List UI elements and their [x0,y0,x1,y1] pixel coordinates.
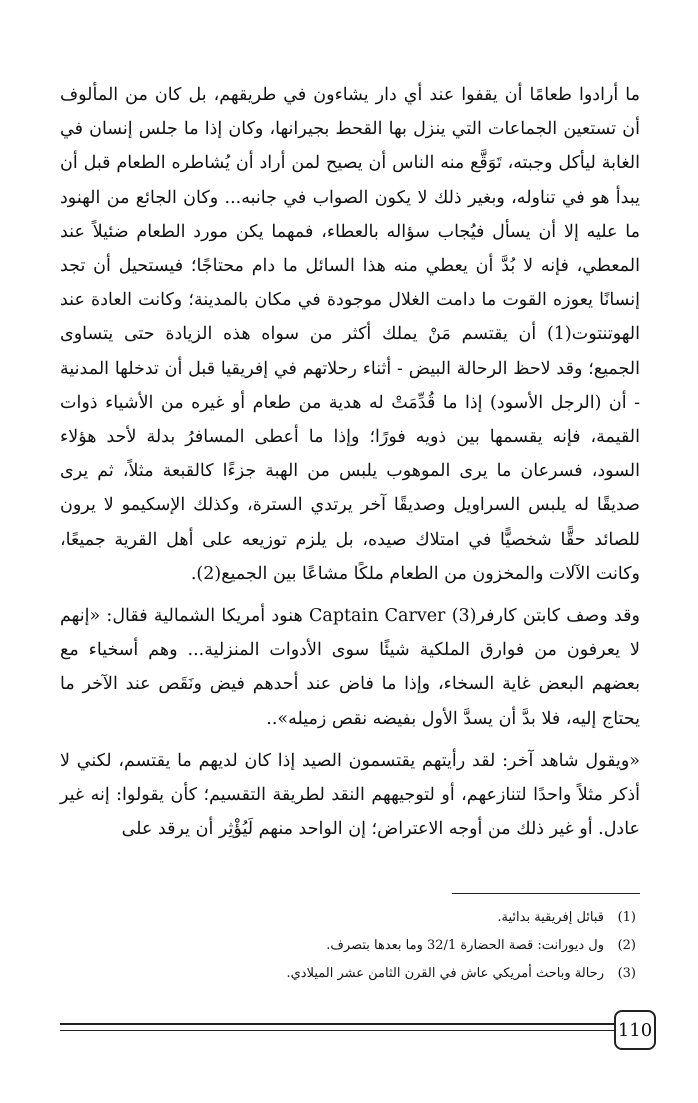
footnote-number: (1) [617,910,636,925]
footnotes [60,904,640,988]
footnote-separator [452,893,640,894]
footnote-text: ول ديورانت: قصة الحضارة 32/1 وما بعدها بتصرف. [326,938,604,953]
page-bottom-rule [60,1023,616,1025]
footnote-text: رحالة وباحث أمريكي عاش في القرن الثامن عشر الميلادي. [286,966,604,981]
page-number: 110 [614,1010,656,1050]
footnote-1 [60,904,640,932]
footnote-text: قبائل إفريقية بدائية. [497,910,604,925]
footnote-number: (2) [617,938,636,953]
footnote-2 [60,932,640,960]
footnote-3 [60,960,640,988]
paragraph-1: ما أرادوا طعامًا أن يقفوا عند أي دار يشاءون في طريقهم، بل كان من المألوف أن تستعين الجماعات التي ينزل بها القحط بجيرانها، وكان إذا ما جلس إنسان في الغابة ليأكل وجبته، تَوَقَّع منه الناس أن يصيح لمن أراد أن يُشاطره الطعام قبل أن يبدأ هو في تناوله، وبغير ذلك لا يكون الصواب في جانبه... وكان الجائع من الهنود ما عليه إلا أن يسأل فيُجاب سؤاله بالعطاء، فمهما يكن مورد الطعام ضئيلاً عند المعطي، فإنه لا بُدَّ أن يعطي منه هذا السائل ما دام محتاجًا؛ فيستحيل أن تجد إنسانًا يعوزه القوت ما دامت الغلال موجودة في مكان بالمدينة؛ وكانت العادة عند الهوتنتوت(1) أن يقتسم مَنْ يملك أكثر من سواه هذه الزيادة حتى يتساوى الجميع؛ وقد لاحظ الرحالة البيض - أثناء رحلاتهم في إفريقيا قبل أن تدخلها المدنية - أن (الرجل الأسود) إذا ما قُدِّمَتْ له هدية من طعام أو غيره من الأشياء ذوات القيمة، فإنه يقسمها بين ذويه فورًا؛ وإذا ما أعطى المسافرُ بدلة لأحد هؤلاء السود، فسرعان ما يرى الموهوب يلبس من الهبة جزءًا كالقبعة مثلاً، ثم يرى صديقًا له يلبس السراويل وصديقًا آخر يرتدي السترة، وكذلك الإسكيمو لا يرون للصائد حقًّا شخصيًّا في امتلاك صيده، بل يلزم توزيعه على أهل القرية جميعًا، وكانت الآلات والمخزون من الطعام ملكًا مشاعًا بين الجميع(2). [60,85,640,584]
page-bottom-rule-thin [60,1030,616,1031]
paragraph-3: «ويقول شاهد آخر: لقد رأيتهم يقتسمون الصيد إذا كان لديهم ما يقتسم، لكني لا أذكر مثلاً واحدًا لتنازعهم، أو لتوجيههم النقد لطريقة التقسيم؛ كأن يقولوا: إنه غير عادل. أو غير ذلك من أوجه الاعتراض؛ إن الواحد منهم لَيُؤْثِر أن يرقد على [60,750,640,840]
paragraph-2: وقد وصف كابتن كارفر(3) Captain Carver هنود أمريكا الشمالية فقال: «إنهم لا يعرفون من فوارق الملكية شيئًا سوى الأدوات المنزلية... وهم أسخياء مع بعضهم البعض غاية السخاء، وإذا ما فاض عند أحدهم فيض ونَقَص عند الآخر ما يحتاج إليه، فلا بدَّ أن يسدَّ الأول بفيضه نقص زميله».. [60,606,640,729]
footnote-number: (3) [617,966,636,981]
main-text [60,78,640,846]
